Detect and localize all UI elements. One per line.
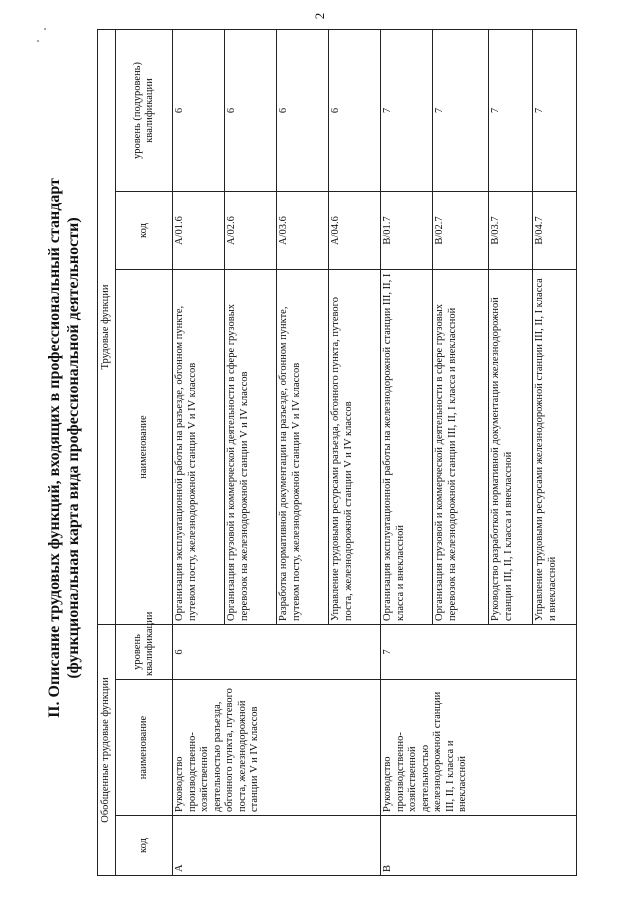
- header-code: код: [116, 816, 173, 876]
- rotated-document: [45, 18, 610, 878]
- header-name: наименование: [116, 680, 173, 816]
- group-level: 7: [381, 625, 577, 680]
- title-line-1: II. Описание трудовых функций, входящих в профессиональный стандарт: [46, 178, 63, 718]
- function-code: A/03.6: [277, 192, 329, 270]
- function-name: Руководство разработкой нормативной документации железнодорожной станции III, II, I класса и внеклассной: [489, 270, 533, 625]
- function-name: Организация грузовой и коммерческой деятельности в сфере грузовых перевозок на железнодорожной станции V и IV классов: [225, 270, 277, 625]
- function-code: A/04.6: [329, 192, 381, 270]
- function-name: Разработка нормативной документации на разъезде, обгонном пункте, путевом посту, железнодорожной станции V и IV классов: [277, 270, 329, 625]
- function-level: 7: [533, 29, 577, 191]
- table-row: [173, 29, 225, 875]
- function-code: A/01.6: [173, 192, 225, 270]
- function-name: Организация эксплуатационной работы на разъезде, обгонном пункте, путевом посту, железнодорожной станции V и IV классов: [173, 270, 225, 625]
- header-generalized: Обобщенные трудовые функции: [98, 625, 116, 876]
- function-code: B/04.7: [533, 192, 577, 270]
- header-labor-code: код: [116, 192, 173, 270]
- function-level: 6: [277, 29, 329, 191]
- header-level: уровень квалификации: [116, 625, 173, 680]
- header-labor-name: наименование: [116, 270, 173, 625]
- group-name: Руководство производственно-хозяйственной деятельностью разъезда, обгонного пункта, путевого поста, железнодорожной станции V и IV классов: [173, 680, 381, 816]
- function-name: Организация грузовой и коммерческой деятельности в сфере грузовых перевозок на железнодорожной станции III, II, I класса и внеклассной: [433, 270, 489, 625]
- function-level: 6: [329, 29, 381, 191]
- group-level: 6: [173, 625, 381, 680]
- function-code: B/03.7: [489, 192, 533, 270]
- header-labor-level: уровень (подуровень) квалификации: [116, 29, 173, 191]
- group-name: Руководство производственно-хозяйственной деятельностью железнодорожной станции III, II, I класса и внеклассной: [381, 680, 577, 816]
- function-code: A/02.6: [225, 192, 277, 270]
- function-name: Управление трудовыми ресурсами разъезда, обгонного пункта, путевого поста, железнодорожной станции V и IV классов: [329, 270, 381, 625]
- page-number: 2: [312, 12, 327, 20]
- function-code: B/02.7: [433, 192, 489, 270]
- function-level: 7: [433, 29, 489, 191]
- function-level: 6: [225, 29, 277, 191]
- scan-speck: [37, 40, 39, 42]
- header-labor-functions: Трудовые функции: [98, 29, 116, 624]
- section-title: [45, 18, 83, 878]
- table-row: [381, 29, 433, 875]
- function-name: Управление трудовыми ресурсами железнодорожной станции III, II, I класса и внеклассной: [533, 270, 577, 625]
- functional-map-table: [97, 29, 577, 876]
- group-code: B: [381, 816, 577, 876]
- function-level: 7: [489, 29, 533, 191]
- title-line-2: (функциональная карта вида профессиональной деятельности): [65, 217, 82, 679]
- function-name: Организация эксплуатационной работы на железнодорожной станции III, II, I класса и внеклассной: [381, 270, 433, 625]
- function-level: 6: [173, 29, 225, 191]
- function-level: 7: [381, 29, 433, 191]
- group-code: A: [173, 816, 381, 876]
- function-code: B/01.7: [381, 192, 433, 270]
